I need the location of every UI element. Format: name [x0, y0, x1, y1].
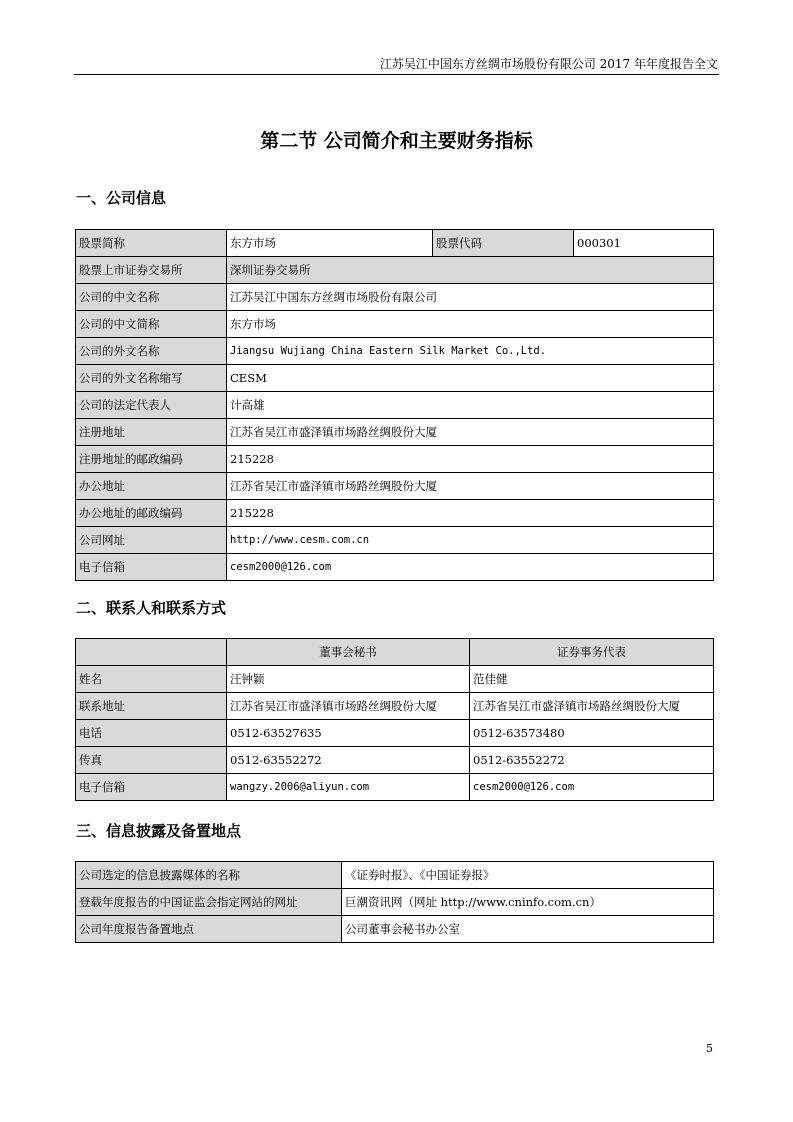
- table-row: [76, 500, 714, 527]
- table-row: [76, 230, 714, 257]
- page-header: 江苏吴江中国东方丝绸市场股份有限公司 2017 年年度报告全文: [379, 57, 718, 71]
- row-label: 电子信箱: [76, 774, 227, 801]
- row-label: 公司网址: [76, 527, 227, 554]
- representative-value: 0512-63573480: [470, 720, 714, 747]
- row-label: 登载年度报告的中国证监会指定网站的网址: [76, 889, 342, 916]
- row-label: 公司的中文名称: [76, 284, 227, 311]
- table-row: [76, 284, 714, 311]
- row-value: 计高雄: [227, 392, 714, 419]
- table-row: [76, 338, 714, 365]
- representative-value: 江苏省吴江市盛泽镇市场路丝绸股份大厦: [470, 693, 714, 720]
- table-row: [76, 446, 714, 473]
- representative-value: 0512-63552272: [470, 747, 714, 774]
- section-title: 第二节 公司简介和主要财务指标: [260, 130, 533, 152]
- stock-short-name-label: 股票简称: [76, 230, 227, 257]
- secretary-value: 0512-63527635: [227, 720, 470, 747]
- row-value: 215228: [227, 446, 714, 473]
- row-label: 公司的外文名称缩写: [76, 365, 227, 392]
- row-label: 注册地址的邮政编码: [76, 446, 227, 473]
- row-label: 公司的法定代表人: [76, 392, 227, 419]
- row-value: Jiangsu Wujiang China Eastern Silk Market Co.,Ltd.: [227, 338, 714, 365]
- row-value: 深圳证券交易所: [227, 257, 714, 284]
- table-row: [76, 365, 714, 392]
- company-email-link[interactable]: cesm2000@126.com: [227, 554, 714, 581]
- stock-short-name-value: 东方市场: [227, 230, 433, 257]
- disclosure-heading: 三、信息披露及备置地点: [76, 822, 242, 840]
- table-row: [76, 862, 714, 889]
- corner-cell: [76, 639, 227, 666]
- secretary-value: 汪钟颖: [227, 666, 470, 693]
- row-value: CESM: [227, 365, 714, 392]
- row-label: 注册地址: [76, 419, 227, 446]
- row-label: 公司年度报告备置地点: [76, 916, 342, 943]
- table-row: [76, 720, 714, 747]
- page-number: 5: [706, 1042, 713, 1055]
- row-value: 公司董事会秘书办公室: [342, 916, 714, 943]
- disclosure-table: [75, 861, 714, 943]
- board-secretary-header: 董事会秘书: [227, 639, 470, 666]
- securities-rep-header: 证券事务代表: [470, 639, 714, 666]
- table-row: [76, 554, 714, 581]
- company-info-table: [75, 229, 714, 581]
- table-row: [76, 392, 714, 419]
- table-row: [76, 639, 714, 666]
- table-row: [76, 774, 714, 801]
- row-label: 办公地址的邮政编码: [76, 500, 227, 527]
- secretary-value: 江苏省吴江市盛泽镇市场路丝绸股份大厦: [227, 693, 470, 720]
- stock-code-value: 000301: [574, 230, 714, 257]
- contact-heading: 二、联系人和联系方式: [76, 599, 227, 617]
- row-label: 传真: [76, 747, 227, 774]
- header-rule: [74, 74, 719, 75]
- secretary-value: 0512-63552272: [227, 747, 470, 774]
- row-value: 215228: [227, 500, 714, 527]
- row-label: 姓名: [76, 666, 227, 693]
- row-label: 电子信箱: [76, 554, 227, 581]
- table-row: [76, 527, 714, 554]
- row-label: 办公地址: [76, 473, 227, 500]
- row-label: 公司的中文简称: [76, 311, 227, 338]
- row-value: 江苏省吴江市盛泽镇市场路丝绸股份大厦: [227, 419, 714, 446]
- company-info-heading: 一、公司信息: [76, 189, 167, 207]
- table-row: [76, 747, 714, 774]
- row-value: 东方市场: [227, 311, 714, 338]
- row-label: 联系地址: [76, 693, 227, 720]
- table-row: [76, 693, 714, 720]
- secretary-email-link[interactable]: wangzy.2006@aliyun.com: [227, 774, 470, 801]
- stock-code-label: 股票代码: [433, 230, 574, 257]
- table-row: [76, 889, 714, 916]
- row-value: 《证券时报》、《中国证券报》: [342, 862, 714, 889]
- row-value: 江苏省吴江市盛泽镇市场路丝绸股份大厦: [227, 473, 714, 500]
- row-label: 电话: [76, 720, 227, 747]
- row-label: 公司的外文名称: [76, 338, 227, 365]
- row-label: 股票上市证券交易所: [76, 257, 227, 284]
- contact-table: [75, 638, 714, 801]
- table-row: [76, 311, 714, 338]
- disclosure-website-link[interactable]: 巨潮资讯网（网址 http://www.cninfo.com.cn）: [342, 889, 714, 916]
- table-row: [76, 473, 714, 500]
- table-row: [76, 419, 714, 446]
- row-value: 江苏吴江中国东方丝绸市场股份有限公司: [227, 284, 714, 311]
- company-website-link[interactable]: http://www.cesm.com.cn: [227, 527, 714, 554]
- table-row: [76, 916, 714, 943]
- table-row: [76, 666, 714, 693]
- representative-value: 范佳健: [470, 666, 714, 693]
- table-row: [76, 257, 714, 284]
- row-label: 公司选定的信息披露媒体的名称: [76, 862, 342, 889]
- representative-email-link[interactable]: cesm2000@126.com: [470, 774, 714, 801]
